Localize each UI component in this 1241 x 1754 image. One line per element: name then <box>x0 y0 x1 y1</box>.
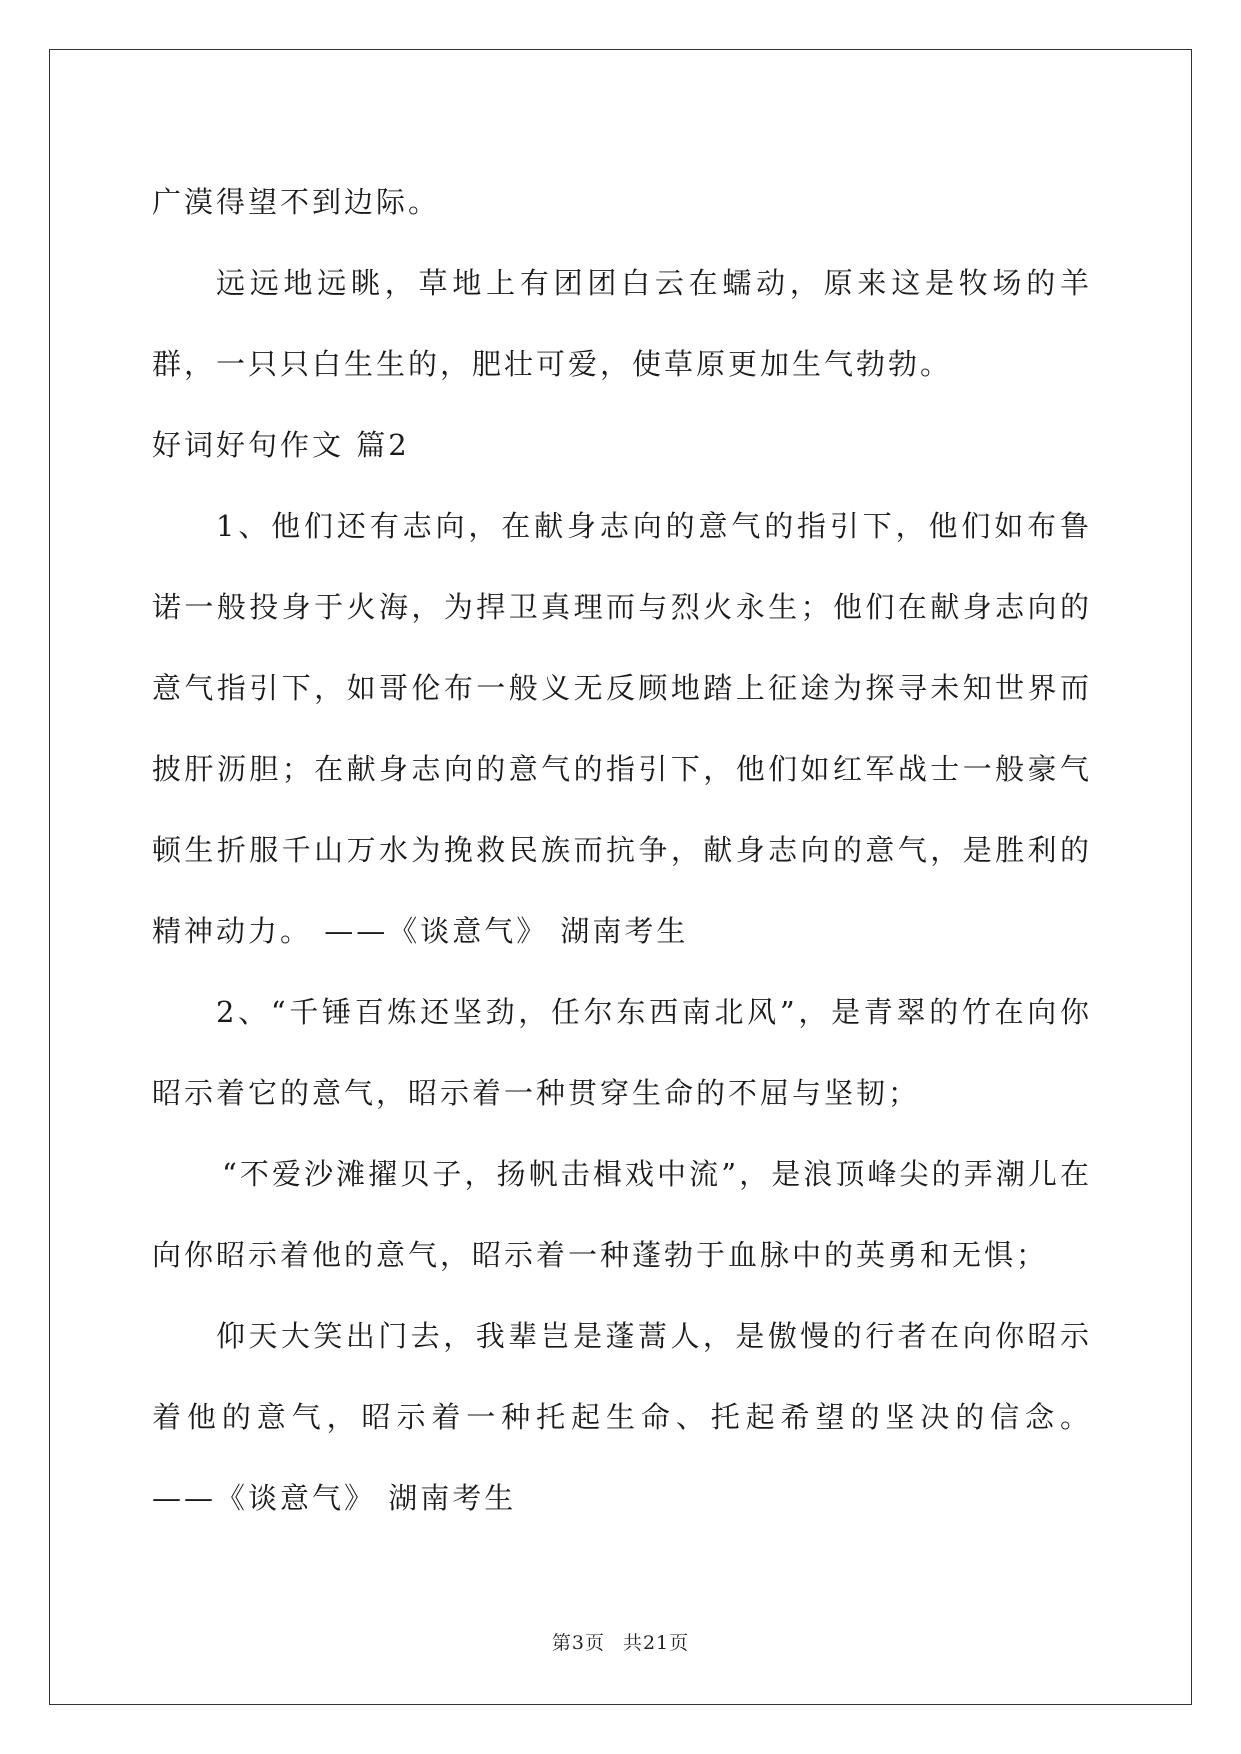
paragraph-grassland: 远远地远眺，草地上有团团白云在蠕动，原来这是牧场的羊群，一只只白生生的，肥壮可爱，使草原更加生气勃勃。 <box>152 266 1092 381</box>
page-total: 共21页 <box>622 1632 690 1654</box>
paragraph-closing: 仰天大笑出门去，我辈岂是蓬蒿人，是傲慢的行者在向你昭示着他的意气，昭示着一种托起生命、托起希望的坚决的信念。 ——《谈意气》 湖南考生 <box>152 1319 1092 1515</box>
paragraph-continuation: 广漠得望不到边际。 <box>152 185 441 219</box>
paragraph-item-2: 2、“千锤百炼还坚劲，任尔东西南北风”，是青翠的竹在向你昭示着它的意气，昭示着一种贯穿生命的不屈与坚韧； <box>152 995 1092 1110</box>
page-footer <box>0 1628 1241 1655</box>
paragraph-item-1: 1、他们还有志向，在献身志向的意气的指引下，他们如布鲁诺一般投身于火海，为捍卫真理而与烈火永生；他们在献身志向的意气指引下，如哥伦布一般义无反顾地踏上征途为探寻未知世界而披肝沥胆；在献身志向的意气的指引下，他们如红军战士一般豪气顿生折服千山万水为挽救民族而抗争，献身志向的意气，是胜利的精神动力。 ——《谈意气》 湖南考生 <box>152 509 1092 948</box>
document-body <box>152 162 1092 1539</box>
page-number: 第3页 <box>551 1632 605 1654</box>
section-heading: 好词好句作文 篇2 <box>152 428 410 462</box>
paragraph-quote: “不爱沙滩擢贝子，扬帆击楫戏中流”，是浪顶峰尖的弄潮儿在向你昭示着他的意气，昭示着一种蓬勃于血脉中的英勇和无惧； <box>152 1157 1092 1272</box>
